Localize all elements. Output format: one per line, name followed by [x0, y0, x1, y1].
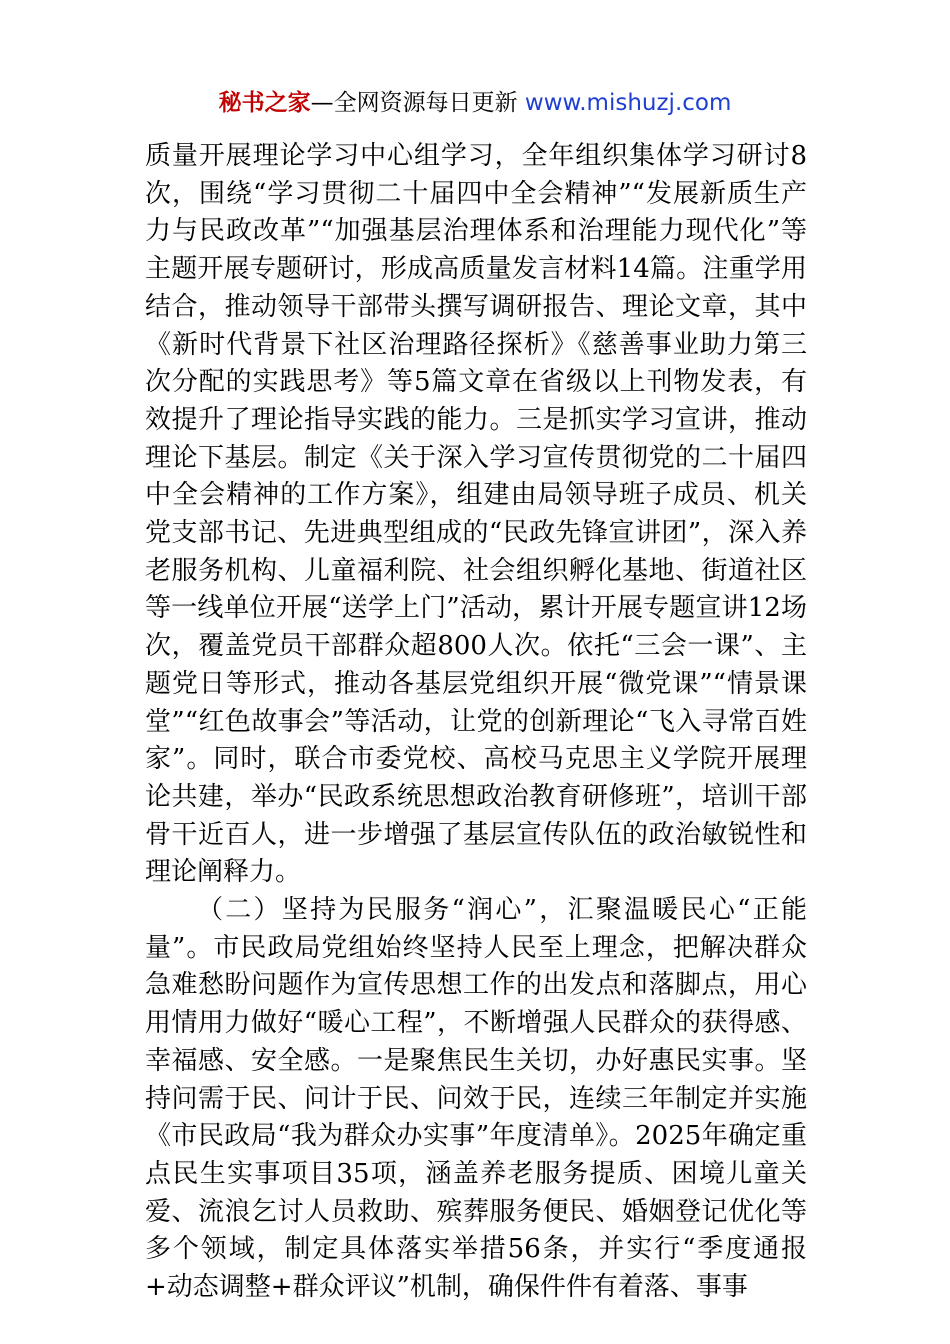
- page-header: [0, 88, 950, 118]
- site-url-link[interactable]: www.mishuzj.com: [524, 90, 732, 116]
- body-paragraph-1: 质量开展理论学习中心组学习，全年组织集体学习研讨8次，围绕“学习贯彻二十届四中全会精神”“发展新质生产力与民政改革”“加强基层治理体系和治理能力现代化”等主题开展专题研讨，形成高质量发言材料14篇。注重学用结合，推动领导干部带头撰写调研报告、理论文章，其中《新时代背景下社区治理路径探析》《慈善事业助力第三次分配的实践思考》等5篇文章在省级以上刊物发表，有效提升了理论指导实践的能力。三是抓实学习宣讲，推动理论下基层。制定《关于深入学习宣传贯彻党的二十届四中全会精神的工作方案》，组建由局领导班子成员、机关党支部书记、先进典型组成的“民政先锋宣讲团”，深入养老服务机构、儿童福利院、社会组织孵化基地、街道社区等一线单位开展“送学上门”活动，累计开展专题宣讲12场次，覆盖党员干部群众超800人次。依托“三会一课”、主题党日等形式，推动各基层党组织开展“微党课”“情景课堂”“红色故事会”等活动，让党的创新理论“飞入寻常百姓家”。同时，联合市委党校、高校马克思主义学院开展理论共建，举办“民政系统思想政治教育研修班”，培训干部骨干近百人，进一步增强了基层宣传队伍的政治敏锐性和理论阐释力。: [145, 141, 807, 888]
- site-brand-name: 秘书之家: [218, 90, 311, 116]
- site-tagline: —全网资源每日更新: [310, 90, 525, 116]
- document-body: [145, 138, 807, 1307]
- body-paragraph-2: （二）坚持为民服务“润心”，汇聚温暖民心“正能量”。市民政局党组始终坚持人民至上理念，把解决群众急难愁盼问题作为宣传思想工作的出发点和落脚点，用心用情用力做好“暖心工程”，不断增强人民群众的获得感、幸福感、安全感。一是聚焦民生关切，办好惠民实事。坚持问需于民、问计于民、问效于民，连续三年制定并实施《市民政局“我为群众办实事”年度清单》。2025年确定重点民生实事项目35项，涵盖养老服务提质、困境儿童关爱、流浪乞讨人员救助、殡葬服务便民、婚姻登记优化等多个领域，制定具体落实举措56条，并实行“季度通报+动态调整+群众评议”机制，确保件件有着落、事事: [145, 895, 807, 1303]
